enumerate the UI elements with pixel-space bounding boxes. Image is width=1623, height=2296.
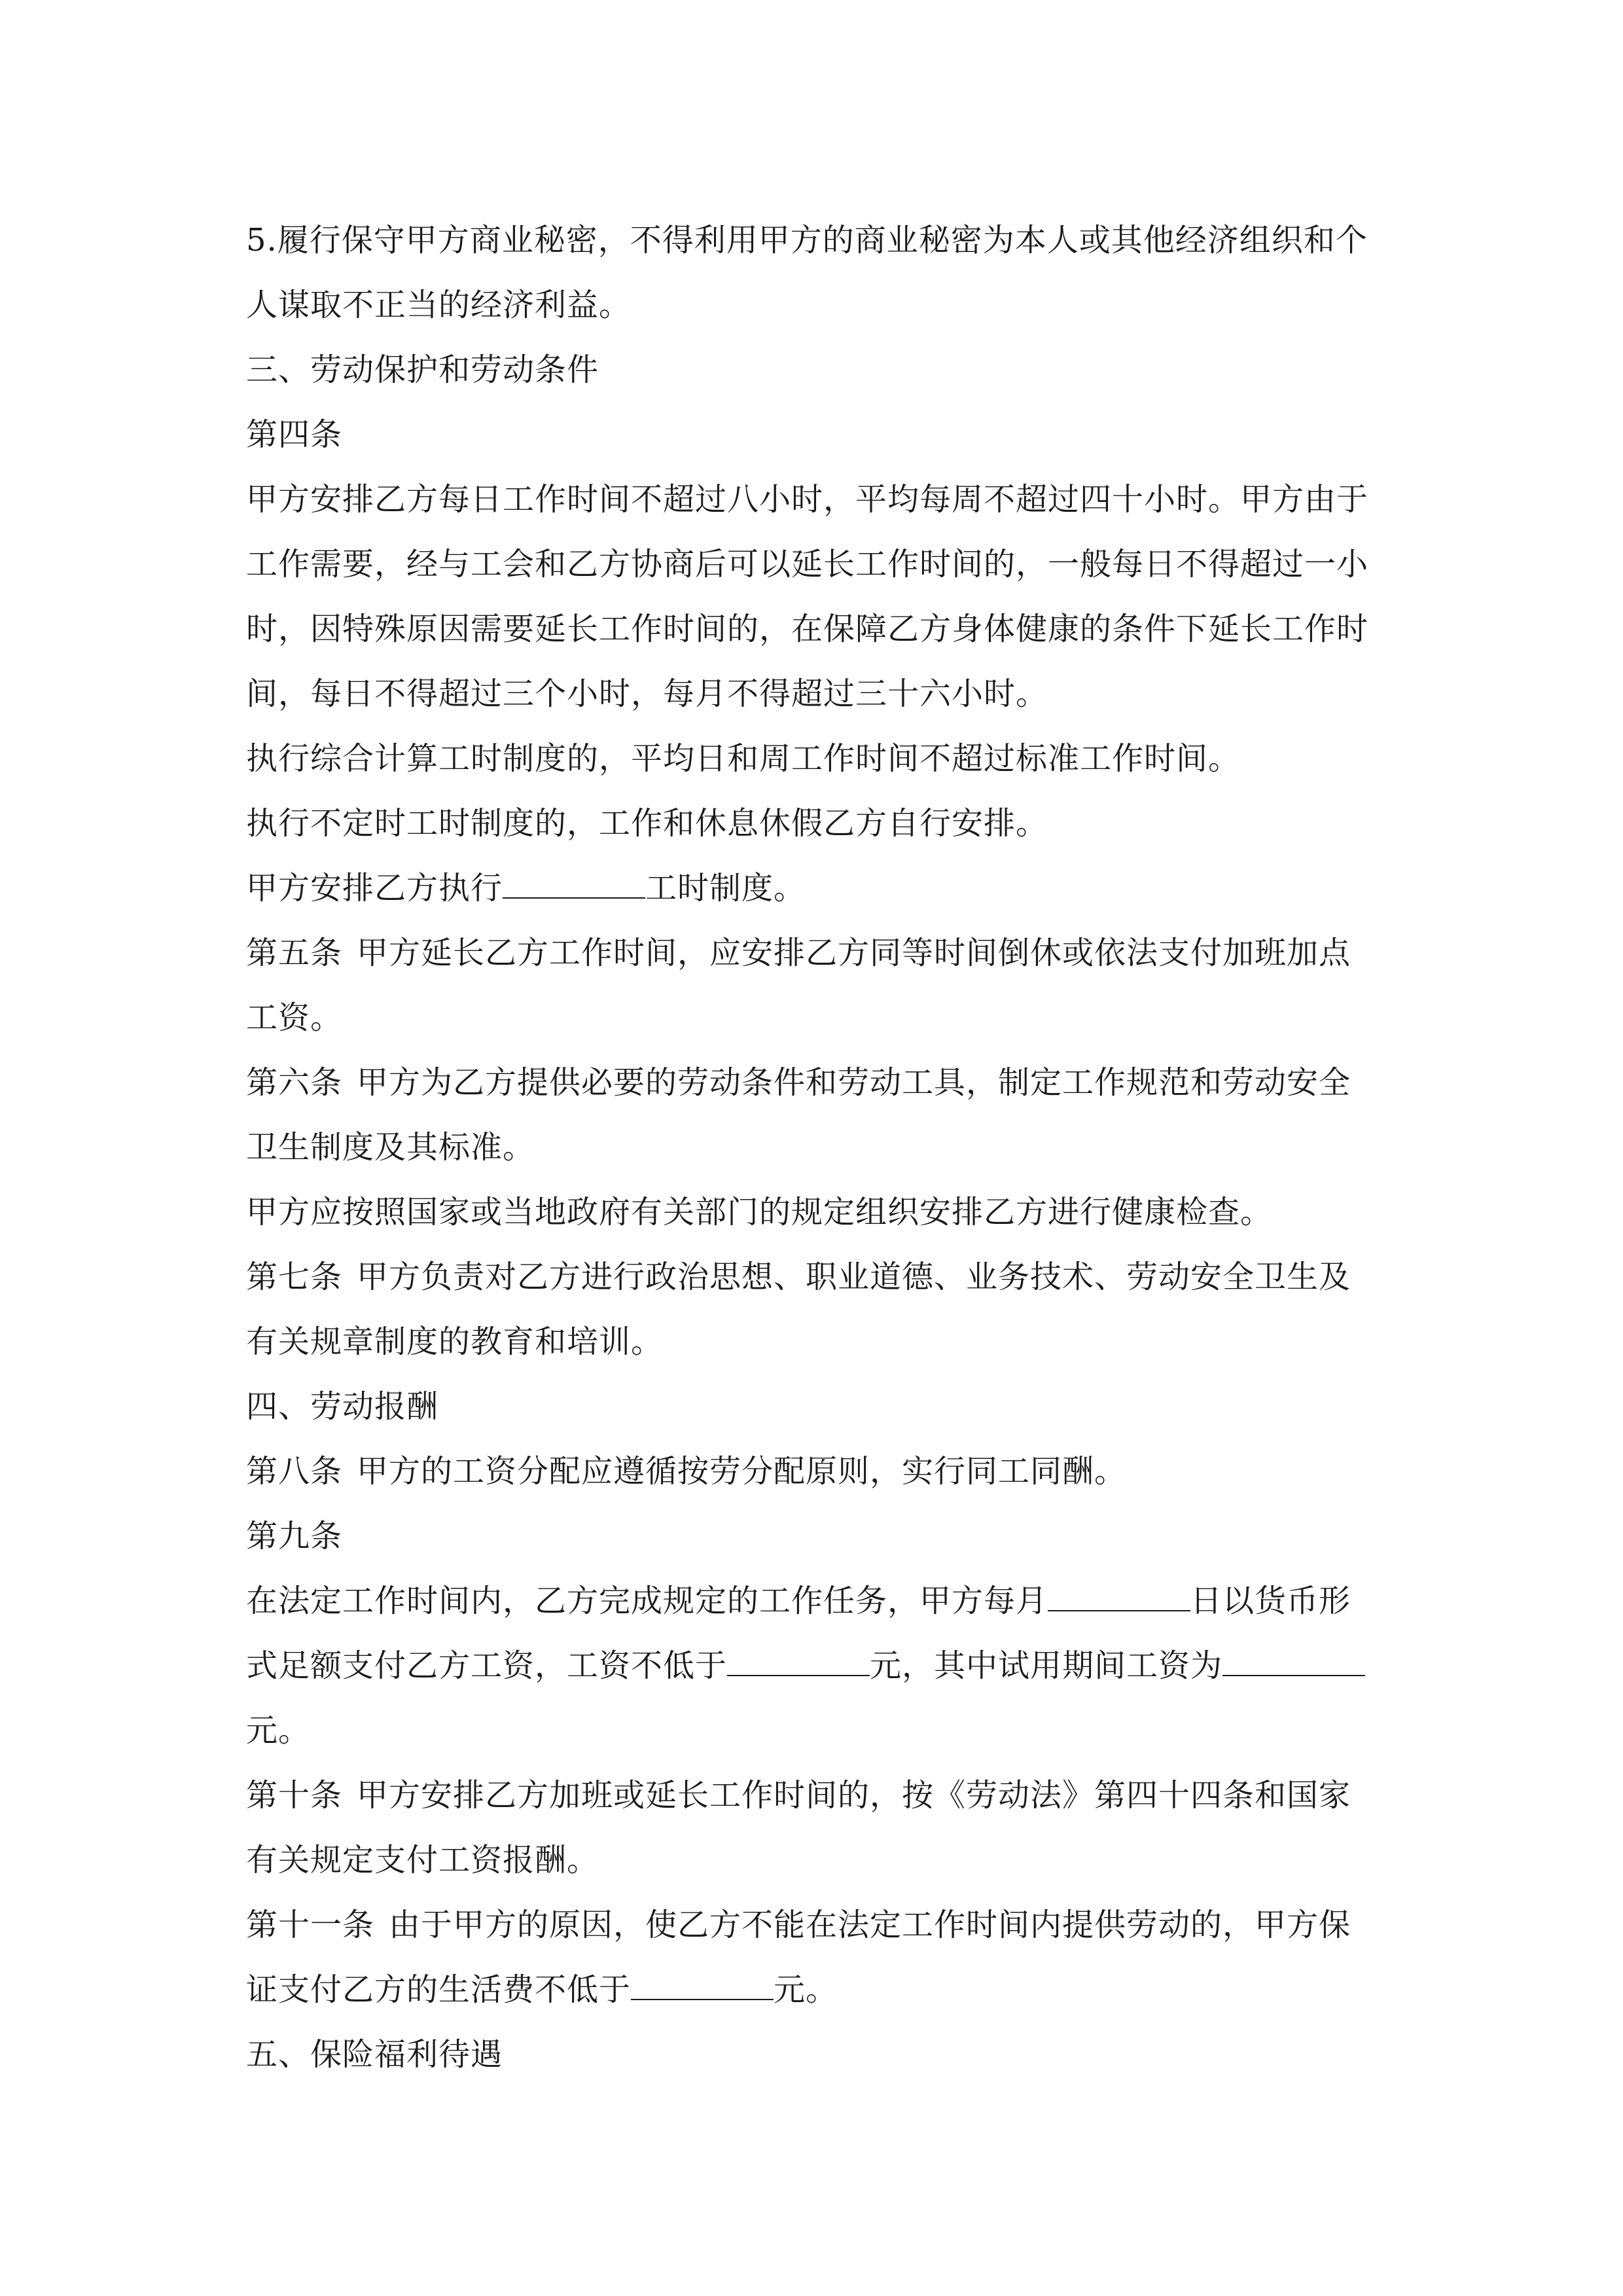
article-4-title: 第四条 (246, 416, 343, 453)
fill-blank-pay-day (1048, 1571, 1190, 1611)
line-text: 由于甲方的原因，使乙方不能在法定工作时间内提供劳动的，甲方保 (389, 1907, 1351, 1943)
paragraph-line: 元。 (246, 1712, 311, 1749)
line-text: 工时制度。 (645, 870, 806, 906)
paragraph-line: 执行不定时工时制度的，工作和休息休假乙方自行安排。 (246, 805, 1048, 842)
fill-blank-work-hours-system (503, 858, 645, 899)
section-heading-5: 五、保险福利待遇 (246, 2036, 503, 2073)
paragraph-line: 人谋取不正当的经济利益。 (246, 287, 632, 323)
section-heading-3: 三、劳动保护和劳动条件 (246, 351, 599, 388)
paragraph-line (246, 1569, 1391, 1634)
section-heading-4: 四、劳动报酬 (246, 1388, 439, 1425)
line-text: 甲方为乙方提供必要的劳动条件和劳动工具，制定工作规范和劳动安全 (357, 1064, 1351, 1101)
article-label: 第五条 (246, 935, 343, 971)
paragraph-line (246, 1634, 1391, 1698)
fill-blank-probation-wage (1222, 1636, 1365, 1676)
line-text: 甲方安排乙方执行 (246, 870, 503, 906)
article-label: 第六条 (246, 1064, 343, 1101)
article-5 (246, 921, 1391, 986)
article-label: 第十条 (246, 1777, 343, 1814)
paragraph-line (246, 1958, 1391, 2022)
paragraph-line: 5.履行保守甲方商业秘密，不得利用甲方的商业秘密为本人或其他经济组织和个 (246, 222, 1368, 259)
paragraph-line (246, 856, 1391, 921)
paragraph-line: 时，因特殊原因需要延长工作时间的，在保障乙方身体健康的条件下延长工作时 (246, 611, 1369, 647)
line-text: 元。 (774, 1971, 838, 2008)
paragraph-line: 工资。 (246, 999, 343, 1036)
line-text: 日以货币形 (1190, 1583, 1351, 1619)
line-text: 式足额支付乙方工资，工资不低于 (246, 1647, 728, 1684)
fill-blank-min-wage (727, 1636, 870, 1676)
paragraph-line: 卫生制度及其标准。 (246, 1129, 535, 1166)
line-text: 甲方的工资分配应遵循按劳分配原则，实行同工同酬。 (357, 1453, 1127, 1490)
article-8 (246, 1439, 1391, 1504)
article-label: 第七条 (246, 1259, 343, 1295)
paragraph-line: 执行综合计算工时制度的，平均日和周工作时间不超过标准工作时间。 (246, 740, 1241, 777)
article-label: 第十一条 (246, 1907, 375, 1943)
paragraph-line: 甲方应按照国家或当地政府有关部门的规定组织安排乙方进行健康检查。 (246, 1194, 1273, 1230)
line-text: 元，其中试用期间工资为 (870, 1647, 1223, 1684)
paragraph-line: 工作需要，经与工会和乙方协商后可以延长工作时间的，一般每日不得超过一小 (246, 546, 1369, 583)
article-10 (246, 1763, 1391, 1828)
fill-blank-living-allowance (631, 1960, 774, 2000)
paragraph-line: 间，每日不得超过三个小时，每月不得超过三十六小时。 (246, 675, 1048, 712)
line-text: 甲方延长乙方工作时间，应安排乙方同等时间倒休或依法支付加班加点 (357, 935, 1351, 971)
contract-body (246, 208, 1391, 2087)
line-text: 证支付乙方的生活费不低于 (246, 1971, 632, 2008)
article-label: 第八条 (246, 1453, 343, 1490)
paragraph-line: 有关规章制度的教育和培训。 (246, 1323, 664, 1360)
line-text: 甲方安排乙方加班或延长工作时间的，按《劳动法》第四十四条和国家 (357, 1777, 1351, 1814)
paragraph-line: 甲方安排乙方每日工作时间不超过八小时，平均每周不超过四十小时。甲方由于 (246, 481, 1369, 518)
article-9-title: 第九条 (246, 1518, 343, 1554)
line-text: 在法定工作时间内，乙方完成规定的工作任务，甲方每月 (246, 1583, 1048, 1619)
article-11 (246, 1893, 1391, 1958)
article-7 (246, 1245, 1391, 1310)
paragraph-line: 有关规定支付工资报酬。 (246, 1842, 599, 1878)
line-text: 甲方负责对乙方进行政治思想、职业道德、业务技术、劳动安全卫生及 (357, 1259, 1351, 1295)
article-6 (246, 1050, 1391, 1115)
